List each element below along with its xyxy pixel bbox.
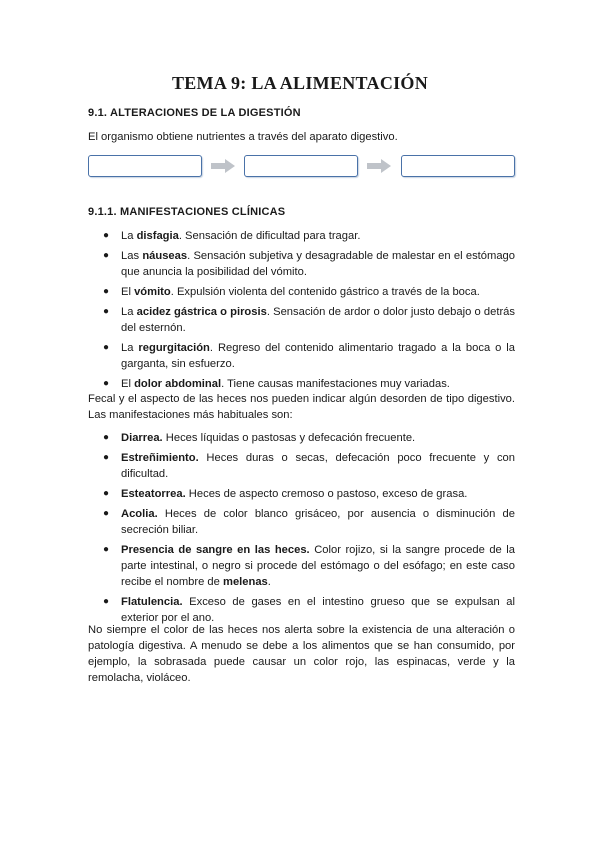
intro-paragraph: El organismo obtiene nutrientes a través del aparato digestivo. (88, 131, 398, 143)
bullet-icon: ● (103, 378, 110, 389)
page-title: TEMA 9: LA ALIMENTACIÓN (171, 73, 429, 93)
bullet-icon: ● (103, 432, 110, 443)
bullet-icon: ● (103, 286, 110, 297)
symptoms-list (88, 228, 515, 396)
bullet-icon: ● (103, 342, 110, 353)
diagram-box-3 (401, 155, 515, 177)
list-item: ● La disfagia. Sensación de dificultad para tragar. (103, 230, 361, 242)
list-item: ● El dolor abdominal. Tiene causas manifestaciones muy variadas. (103, 378, 450, 390)
list-item: ● La acidez gástrica o pirosis. Sensación de ardor o dolor justo debajo o detrás del esternón. (103, 306, 516, 334)
diagram-box-2 (244, 155, 358, 177)
fecal-list (88, 430, 515, 630)
subsection-heading: 9.1.1. MANIFESTACIONES CLÍNICAS (88, 206, 286, 218)
fecal-intro-paragraph: Fecal y el aspecto de las heces nos pueden indicar algún desorden de tipo digestivo. Las manifestaciones más habituales son: (88, 393, 515, 421)
list-item: ● Diarrea. Heces líquidas o pastosas y defecación frecuente. (103, 432, 416, 444)
list-item: ● Flatulencia. Exceso de gases en el intestino grueso que se expulsan al exterior por el ano. (103, 596, 515, 624)
list-item: ● Presencia de sangre en las heces. Color rojizo, si la sangre procede de la parte intestinal, o negro si procede del estómago o del esófago; en este caso recibe el nombre de melenas. (103, 544, 515, 588)
section-heading: 9.1. ALTERACIONES DE LA DIGESTIÓN (88, 107, 301, 119)
arrow-right-icon (211, 159, 235, 173)
bullet-icon: ● (103, 306, 110, 317)
list-item: ● Estreñimiento. Heces duras o secas, defecación poco frecuente y con dificultad. (103, 452, 515, 480)
process-diagram (88, 155, 516, 179)
closing-paragraph: No siempre el color de las heces nos alerta sobre la existencia de una alteración o patología digestiva. A menudo se debe a los alimentos que se han consumido, por ejemplo, la sobrasada puede causar un color rojo, las espinacas, verde y la remolacha, violáceo. (88, 624, 515, 684)
bullet-icon: ● (103, 544, 110, 555)
arrow-right-icon (367, 159, 391, 173)
list-item: ● La regurgitación. Regreso del contenido alimentario tragado a la boca o la garganta, sin esfuerzo. (103, 342, 515, 370)
list-item: ● Esteatorrea. Heces de aspecto cremoso o pastoso, exceso de grasa. (103, 488, 468, 500)
diagram-box-1 (88, 155, 202, 177)
bullet-icon: ● (103, 452, 110, 463)
list-item: ● El vómito. Expulsión violenta del contenido gástrico a través de la boca. (103, 286, 480, 298)
bullet-icon: ● (103, 230, 110, 241)
list-item: ● Acolia. Heces de color blanco grisáceo, por ausencia o disminución de secreción biliar. (103, 508, 515, 536)
bullet-icon: ● (103, 596, 110, 607)
list-item: ● Las náuseas. Sensación subjetiva y desagradable de malestar en el estómago que anuncia la posibilidad del vómito. (103, 250, 515, 278)
bullet-icon: ● (103, 250, 110, 261)
bullet-icon: ● (103, 508, 110, 519)
bullet-icon: ● (103, 488, 110, 499)
